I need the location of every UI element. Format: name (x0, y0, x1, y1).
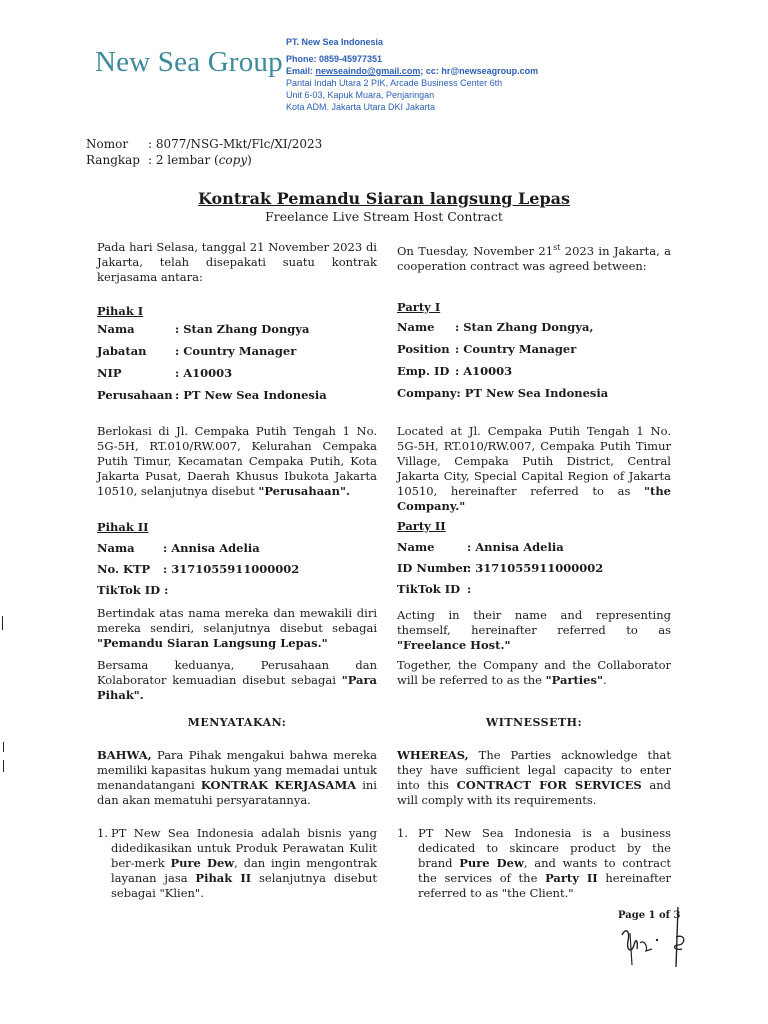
together-bold: "Parties" (545, 673, 603, 687)
document-meta (86, 136, 322, 168)
whereas-en (397, 748, 671, 808)
signature-icon (612, 905, 692, 975)
location-en (397, 424, 671, 514)
margin-mark (2, 616, 3, 630)
row-label: Position (397, 342, 450, 356)
intro-en-sup: st (553, 243, 561, 252)
acting-bold: "Freelance Host." (397, 638, 511, 652)
company-name: PT. New Sea Indonesia (286, 37, 384, 47)
page-number: Page 1 of 3 (618, 910, 681, 921)
item1-text-2: , and wants to contract the services of the (418, 856, 672, 885)
rangkap-value (148, 153, 252, 167)
row-value: : Stan Zhang Dongya (175, 322, 310, 336)
row-value: : Annisa Adelia (163, 541, 260, 555)
together-id (97, 658, 377, 703)
together-text: Together, the Company and the Collaborator will be referred to as the (397, 658, 671, 687)
party1-heading-en: Party I (397, 300, 441, 314)
row-label: ID Number (397, 561, 469, 575)
acting-text: Bertindak atas nama mereka dan mewakili diri mereka sendiri, selanjutnya disebut sebagai (97, 606, 377, 635)
item1-number: 1. (97, 826, 108, 840)
whereas-text-1: Para Pihak mengakui bahwa mereka memiliki kapasitas hukum yang memadai untuk menandatangani (97, 748, 377, 792)
item1-body (418, 826, 671, 901)
row-value: : A10003 (455, 364, 513, 378)
document-subtitle: Freelance Live Stream Host Contract (265, 209, 503, 224)
document-title: Kontrak Pemandu Siaran langsung Lepas (197, 189, 571, 208)
row-label: Name (397, 540, 435, 554)
row-value: : Stan Zhang Dongya, (455, 320, 594, 334)
company-phone: Phone: 0859-45977351 (286, 54, 383, 64)
row-label: Nama (97, 541, 135, 555)
rangkap-prefix: : 2 lembar ( (148, 153, 219, 167)
whereas-bold: WHEREAS, (397, 748, 469, 762)
item1-en (397, 826, 671, 901)
location-id (97, 424, 377, 499)
row-label: Company (397, 386, 457, 400)
email-main: newseaindo@gmail.com (315, 66, 421, 76)
together-text: Bersama keduanya, Perusahaan dan Kolaborator kemuadian disebut sebagai (97, 658, 377, 687)
row-label: TikTok ID (397, 582, 461, 596)
acting-id (97, 606, 377, 651)
acting-bold: "Pemandu Siaran Langsung Lepas." (97, 636, 328, 650)
item1-id (97, 826, 377, 901)
address-line-1: Pantai Indah Utara 2 PIK, Arcade Business Center 6th (286, 78, 503, 88)
intro-en-1: On Tuesday, November 21 (397, 243, 554, 258)
margin-mark (3, 742, 4, 752)
rangkap-label: Rangkap (86, 153, 140, 167)
party2-heading-en: Party II (397, 519, 446, 533)
row-value: : PT New Sea Indonesia (175, 388, 327, 402)
whereas-bold-2: CONTRACT FOR SERVICES (456, 778, 642, 792)
whereas-text-2: and will comply with its requirements. (397, 778, 671, 807)
item1-text-1: PT New Sea Indonesia is a business dedicated to skincare product by the brand (418, 826, 671, 870)
party1-heading-id: Pihak I (97, 304, 144, 318)
together-en (397, 658, 671, 688)
together-bold: "Para Pihak". (97, 673, 377, 702)
party1-rows-id (97, 322, 377, 410)
rangkap-suffix: ) (247, 153, 252, 167)
intro-en-2: 2023 in Jakarta, a cooperation contract was agreed between: (397, 243, 671, 273)
row-label: NIP (97, 366, 122, 380)
party2-rows-id (97, 541, 377, 604)
row-value: : 3171055911000002 (163, 562, 300, 576)
row-value: : 3171055911000002 (467, 561, 604, 575)
rangkap-italic: copy (218, 153, 248, 167)
whereas-bold: BAHWA, (97, 748, 152, 762)
company-info (286, 36, 538, 113)
row-label: Jabatan (97, 344, 147, 358)
row-label: No. KTP (97, 562, 151, 576)
item1-body (111, 826, 377, 901)
row-value: : Country Manager (455, 342, 577, 356)
item1-number: 1. (397, 826, 408, 840)
row-value: : A10003 (175, 366, 233, 380)
company-logo: New Sea Group (95, 46, 283, 78)
row-label: Nama (97, 322, 135, 336)
location-bold: "the Company." (397, 484, 671, 513)
item1-bold-1: Pure Dew (459, 856, 524, 870)
together-end: . (602, 673, 607, 687)
whereas-bold-2: KONTRAK KERJASAMA (200, 778, 357, 792)
intro-id: Pada hari Selasa, tanggal 21 November 2023 di Jakarta, telah disepakati suatu kontrak kerjasama antara: (97, 240, 377, 284)
declare-heading-en: WITNESSETH: (485, 716, 583, 729)
location-bold: "Perusahaan". (258, 484, 350, 498)
acting-en (397, 608, 671, 653)
item1-text-3: hereinafter referred to as "the Client." (418, 871, 671, 900)
item1-bold-2: Party II (545, 871, 598, 885)
item1-bold-1: Pure Dew (170, 856, 235, 870)
margin-mark (3, 760, 4, 772)
row-value: : (467, 582, 472, 596)
party2-heading-id: Pihak II (97, 520, 149, 534)
declare-heading-id: MENYATAKAN: (187, 716, 287, 729)
item1-bold-2: Pihak II (195, 871, 252, 885)
item1-text-2: , dan ingin mengontrak layanan jasa (111, 856, 378, 885)
row-label: Emp. ID (397, 364, 450, 378)
nomor-value: : 8077/NSG-Mkt/Flc/XI/2023 (148, 137, 323, 151)
party1-rows-en (397, 320, 671, 408)
nomor-label: Nomor (86, 137, 129, 151)
row-label: Perusahaan (97, 388, 173, 402)
whereas-text-1: The Parties acknowledge that they have sufficient legal capacity to enter into this (397, 748, 671, 792)
row-value: : Annisa Adelia (467, 540, 564, 554)
row-label: Name (397, 320, 435, 334)
acting-text: Acting in their name and representing themself, hereinafter referred to as (397, 608, 671, 637)
row-label: TikTok ID : (97, 583, 169, 597)
email-cc: ; cc: hr@newseagroup.com (420, 66, 539, 76)
address-line-3: Kota ADM. Jakarta Utara DKI Jakarta (286, 102, 436, 112)
item1-text-1: PT New Sea Indonesia adalah bisnis yang didedikasikan untuk Produk Perawatan Kulit ber-merk (111, 826, 377, 870)
whereas-id (97, 748, 377, 808)
row-value: : Country Manager (175, 344, 297, 358)
location-text: Located at Jl. Cempaka Putih Tengah 1 No. 5G-5H, RT.010/RW.007, Cempaka Putih Timur Village, Cempaka Putih District, Central Jakarta City, Special Capital Region of Jakarta 10510, hereinafter referred to as (397, 424, 671, 498)
row-value: : PT New Sea Indonesia (456, 386, 609, 400)
address-line-2: Unit 6-03, Kapuk Muara, Penjaringan (286, 90, 435, 100)
email-prefix: Email: (286, 66, 316, 76)
item1-text-3: selanjutnya disebut sebagai "Klien". (111, 871, 377, 900)
location-text: Berlokasi di Jl. Cempaka Putih Tengah 1 No. 5G-5H, RT.010/RW.007, Kelurahan Cempaka Putih Timur, Kecamatan Cempaka Putih, Kota Jakarta Pusat, Daerah Khusus Ibukota Jakarta 10510, selanjutnya disebut (97, 424, 377, 498)
intro-en (397, 240, 671, 274)
company-email (286, 65, 538, 77)
party2-rows-en (397, 540, 671, 603)
whereas-text-2: ini dan akan mematuhi persyaratannya. (97, 778, 377, 807)
